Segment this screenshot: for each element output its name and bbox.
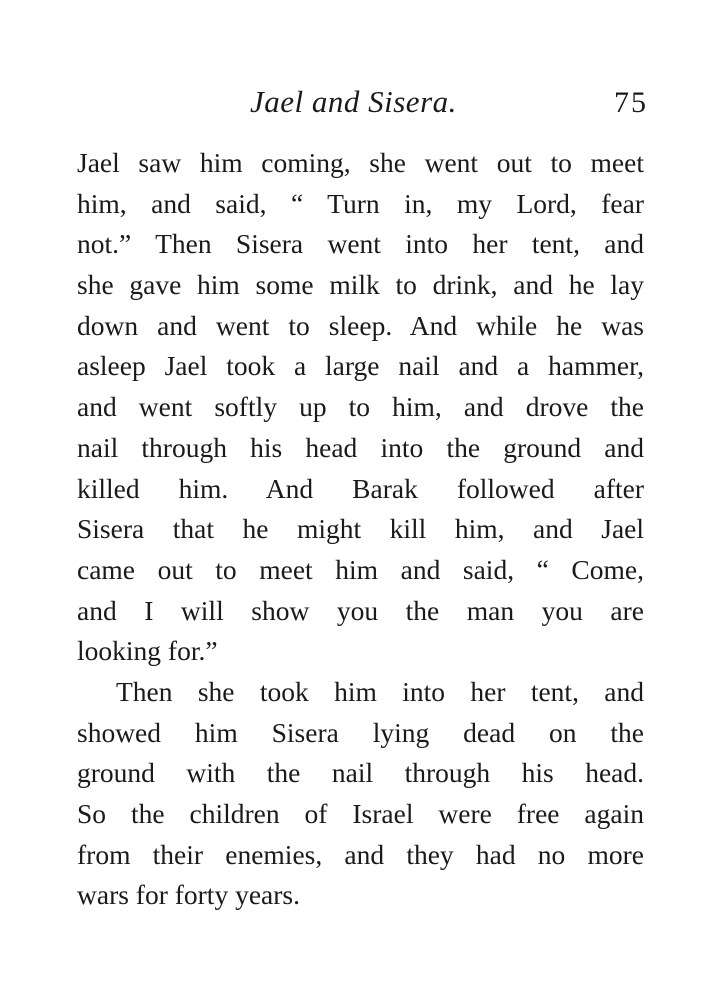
text-line: and went softly up to him, and drove the [77, 391, 644, 423]
running-head [0, 84, 725, 124]
text-line: Then she took him into her tent, and [116, 675, 644, 707]
text-line: So the children of Israel were free again [77, 798, 644, 829]
text-line: Jael saw him coming, she went out to meet [77, 147, 644, 178]
text-line: showed him Sisera lying dead on the [77, 716, 644, 748]
text-line: not.” Then Sisera went into her tent, and [77, 228, 644, 260]
text-line: killed him. And Barak followed after [77, 472, 644, 504]
paragraph-2 [77, 672, 644, 916]
text-line: asleep Jael took a large nail and a hammer, [77, 350, 644, 382]
body-text [77, 143, 644, 916]
page-number: 75 [614, 86, 648, 119]
paragraph-1 [77, 143, 644, 672]
text-line: wars for forty years. [77, 879, 300, 911]
text-line: came out to meet him and said, “ Come, [77, 553, 644, 585]
text-line: him, and said, “ Turn in, my Lord, fear [77, 187, 644, 219]
text-line: ground with the nail through his head. [77, 757, 644, 789]
text-line: she gave him some milk to drink, and he lay [77, 269, 644, 301]
text-line: Sisera that he might kill him, and Jael [77, 513, 644, 545]
text-line: from their enemies, and they had no more [77, 838, 644, 870]
text-line: and I will show you the man you are [77, 594, 644, 626]
text-line: down and went to sleep. And while he was [77, 309, 644, 341]
text-line: nail through his head into the ground and [77, 431, 644, 463]
running-title: Jael and Sisera. [250, 84, 457, 119]
text-line: looking for.” [77, 635, 218, 667]
